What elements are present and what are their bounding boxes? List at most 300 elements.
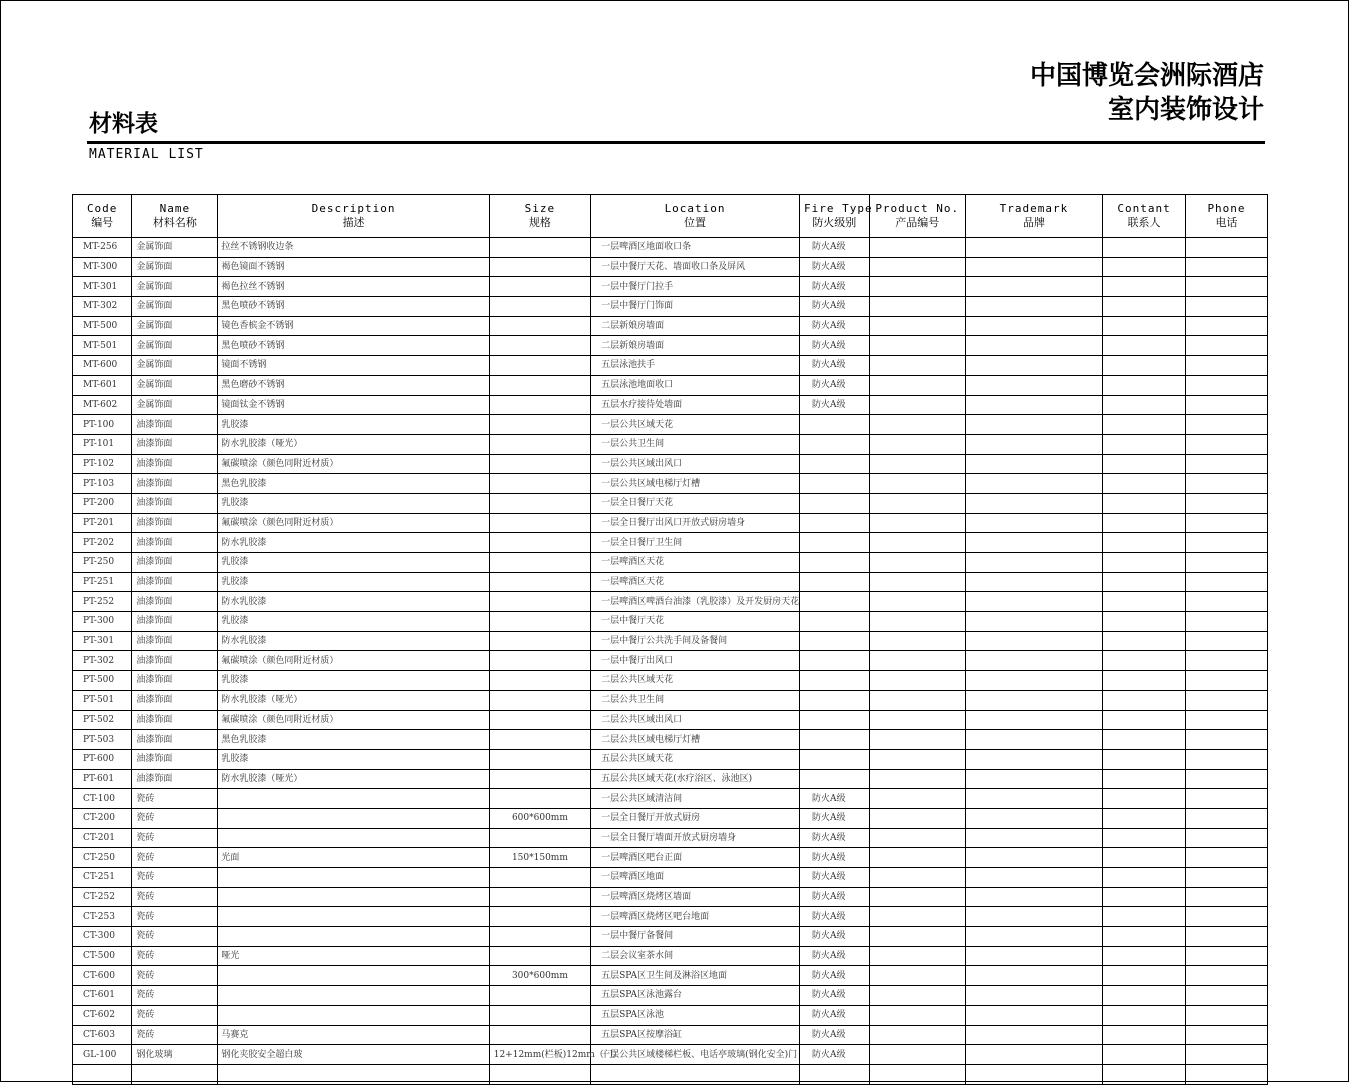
cell-name: 油漆饰面 — [132, 572, 218, 592]
cell-code: CT-500 — [73, 946, 132, 966]
cell-description: 褐色拉丝不锈钢 — [218, 277, 489, 297]
cell-location: 一层全日餐厅卫生间 — [591, 533, 800, 553]
cell-trademark — [965, 277, 1102, 297]
cell-name: 油漆饰面 — [132, 553, 218, 573]
cell-description: 乳胶漆 — [218, 572, 489, 592]
cell-size — [489, 592, 590, 612]
cell-fire-type: 防火A级 — [800, 848, 870, 868]
cell-code: PT-302 — [73, 651, 132, 671]
cell-location: 一层啤酒区天花 — [591, 553, 800, 573]
cell-phone — [1186, 946, 1268, 966]
cell-contact — [1103, 730, 1186, 750]
col-header-code: Code 编号 — [73, 195, 132, 238]
cell-name: 金属饰面 — [132, 297, 218, 317]
cell-trademark — [965, 612, 1102, 632]
cell-product-no — [869, 828, 965, 848]
cell-description — [218, 789, 489, 809]
cell-contact — [1103, 986, 1186, 1006]
cell-location: 一层啤酒区烧烤区墙面 — [591, 887, 800, 907]
table-row — [73, 690, 1268, 710]
cell-code: CT-200 — [73, 808, 132, 828]
cell-description: 钢化夹胶安全超白玻 — [218, 1045, 489, 1065]
table-row — [73, 887, 1268, 907]
cell-phone — [1186, 434, 1268, 454]
cell-phone — [1186, 730, 1268, 750]
cell-code: PT-601 — [73, 769, 132, 789]
cell-product-no — [869, 966, 965, 986]
table-row — [73, 474, 1268, 494]
table-row — [73, 730, 1268, 750]
cell-phone — [1186, 808, 1268, 828]
cell-name — [132, 1064, 218, 1084]
cell-phone — [1186, 375, 1268, 395]
cell-size — [489, 257, 590, 277]
table-row — [73, 710, 1268, 730]
cell-trademark — [965, 513, 1102, 533]
cell-size: 12+12mm(栏板)12mm（门） — [489, 1045, 590, 1065]
cell-contact — [1103, 434, 1186, 454]
col-header-contact: Contant 联系人 — [1103, 195, 1186, 238]
cell-product-no — [869, 238, 965, 258]
cell-size — [489, 946, 590, 966]
table-row — [73, 749, 1268, 769]
table-row — [73, 1005, 1268, 1025]
cell-name: 金属饰面 — [132, 257, 218, 277]
cell-description: 乳胶漆 — [218, 415, 489, 435]
cell-contact — [1103, 710, 1186, 730]
cell-name: 金属饰面 — [132, 356, 218, 376]
cell-contact — [1103, 356, 1186, 376]
table-row — [73, 868, 1268, 888]
cell-fire-type — [800, 612, 870, 632]
cell-contact — [1103, 474, 1186, 494]
cell-fire-type — [800, 553, 870, 573]
cell-description: 黑色乳胶漆 — [218, 730, 489, 750]
header-rule — [87, 141, 1265, 144]
table-row — [73, 533, 1268, 553]
cell-product-no — [869, 474, 965, 494]
cell-code: MT-600 — [73, 356, 132, 376]
cell-code: CT-253 — [73, 907, 132, 927]
cell-fire-type — [800, 572, 870, 592]
cell-size — [489, 887, 590, 907]
col-header-trademark: Trademark 品牌 — [965, 195, 1102, 238]
cell-name: 金属饰面 — [132, 395, 218, 415]
cell-contact — [1103, 316, 1186, 336]
cell-phone — [1186, 1045, 1268, 1065]
cell-trademark — [965, 493, 1102, 513]
col-header-location: Location 位置 — [591, 195, 800, 238]
cell-contact — [1103, 789, 1186, 809]
cell-description: 氟碳喷涂（颜色同附近材质） — [218, 513, 489, 533]
cell-code: MT-256 — [73, 238, 132, 258]
cell-code: CT-100 — [73, 789, 132, 809]
cell-phone — [1186, 513, 1268, 533]
cell-location: 二层公共区域电梯厅灯槽 — [591, 730, 800, 750]
cell-size — [489, 710, 590, 730]
cell-phone — [1186, 277, 1268, 297]
cell-description: 氟碳喷涂（颜色同附近材质） — [218, 454, 489, 474]
cell-location: 一层公共卫生间 — [591, 434, 800, 454]
table-row — [73, 297, 1268, 317]
cell-contact — [1103, 651, 1186, 671]
cell-name: 瓷砖 — [132, 808, 218, 828]
cell-fire-type: 防火A级 — [800, 375, 870, 395]
cell-product-no — [869, 454, 965, 474]
cell-trademark — [965, 1025, 1102, 1045]
cell-description: 防水乳胶漆（哑光） — [218, 434, 489, 454]
table-row — [73, 986, 1268, 1006]
table-row — [73, 927, 1268, 947]
cell-size — [489, 316, 590, 336]
cell-size — [489, 533, 590, 553]
table-row — [73, 454, 1268, 474]
cell-description: 黑色喷砂不锈钢 — [218, 336, 489, 356]
cell-trademark — [965, 1005, 1102, 1025]
cell-name: 瓷砖 — [132, 868, 218, 888]
cell-code: PT-201 — [73, 513, 132, 533]
cell-fire-type: 防火A级 — [800, 868, 870, 888]
cell-location: 二层公共区域出风口 — [591, 710, 800, 730]
cell-contact — [1103, 927, 1186, 947]
cell-size — [489, 828, 590, 848]
cell-product-no — [869, 868, 965, 888]
cell-name: 金属饰面 — [132, 316, 218, 336]
cell-code: PT-301 — [73, 631, 132, 651]
cell-trademark — [965, 297, 1102, 317]
cell-product-no — [869, 749, 965, 769]
cell-location: 五层公共区域天花 — [591, 749, 800, 769]
cell-description: 防水乳胶漆 — [218, 631, 489, 651]
sheet-title: 材料表 — [89, 110, 158, 137]
cell-trademark — [965, 592, 1102, 612]
cell-fire-type: 防火A级 — [800, 907, 870, 927]
cell-code: CT-201 — [73, 828, 132, 848]
cell-product-no — [869, 1005, 965, 1025]
cell-product-no — [869, 927, 965, 947]
table-row — [73, 553, 1268, 573]
cell-product-no — [869, 612, 965, 632]
cell-location: 一层啤酒区天花 — [591, 572, 800, 592]
cell-code: PT-252 — [73, 592, 132, 612]
cell-product-no — [869, 710, 965, 730]
cell-phone — [1186, 769, 1268, 789]
cell-contact — [1103, 1064, 1186, 1084]
table-row — [73, 828, 1268, 848]
cell-description: 黑色磨砂不锈钢 — [218, 375, 489, 395]
cell-location: 五层SPA区卫生间及淋浴区地面 — [591, 966, 800, 986]
cell-product-no — [869, 907, 965, 927]
cell-product-no — [869, 415, 965, 435]
cell-code: PT-100 — [73, 415, 132, 435]
cell-size — [489, 513, 590, 533]
cell-fire-type — [800, 415, 870, 435]
cell-description — [218, 927, 489, 947]
cell-name: 瓷砖 — [132, 907, 218, 927]
cell-contact — [1103, 966, 1186, 986]
cell-location: 五层SPA区泳池露台 — [591, 986, 800, 1006]
cell-name: 油漆饰面 — [132, 533, 218, 553]
cell-phone — [1186, 631, 1268, 651]
table-row — [73, 671, 1268, 691]
cell-fire-type — [800, 690, 870, 710]
cell-fire-type: 防火A级 — [800, 395, 870, 415]
table-row — [73, 415, 1268, 435]
cell-description: 拉丝不锈钢收边条 — [218, 238, 489, 258]
cell-phone — [1186, 651, 1268, 671]
cell-description: 马赛克 — [218, 1025, 489, 1045]
cell-product-no — [869, 395, 965, 415]
cell-product-no — [869, 1025, 965, 1045]
cell-contact — [1103, 848, 1186, 868]
cell-fire-type: 防火A级 — [800, 927, 870, 947]
cell-contact — [1103, 907, 1186, 927]
cell-code: PT-202 — [73, 533, 132, 553]
cell-trademark — [965, 395, 1102, 415]
cell-name: 瓷砖 — [132, 927, 218, 947]
cell-product-no — [869, 277, 965, 297]
cell-description: 黑色喷砂不锈钢 — [218, 297, 489, 317]
cell-phone — [1186, 690, 1268, 710]
cell-phone — [1186, 356, 1268, 376]
cell-description: 乳胶漆 — [218, 493, 489, 513]
cell-code: PT-250 — [73, 553, 132, 573]
cell-trademark — [965, 907, 1102, 927]
cell-name: 油漆饰面 — [132, 671, 218, 691]
table-row — [73, 336, 1268, 356]
cell-contact — [1103, 336, 1186, 356]
cell-size — [489, 907, 590, 927]
cell-location: 一层啤酒区烧烤区吧台地面 — [591, 907, 800, 927]
table-row — [73, 1045, 1268, 1065]
cell-product-no — [869, 887, 965, 907]
cell-phone — [1186, 572, 1268, 592]
cell-trademark — [965, 946, 1102, 966]
cell-contact — [1103, 1025, 1186, 1045]
table-row — [73, 356, 1268, 376]
table-row — [73, 572, 1268, 592]
cell-phone — [1186, 533, 1268, 553]
cell-fire-type: 防火A级 — [800, 828, 870, 848]
table-row — [73, 277, 1268, 297]
cell-code: GL-100 — [73, 1045, 132, 1065]
cell-description: 褐色镜面不锈钢 — [218, 257, 489, 277]
cell-size — [489, 336, 590, 356]
cell-name: 油漆饰面 — [132, 474, 218, 494]
table-row — [73, 966, 1268, 986]
cell-trademark — [965, 454, 1102, 474]
cell-location: 一层中餐厅门拉手 — [591, 277, 800, 297]
cell-location: 二层新娘房墙面 — [591, 336, 800, 356]
table-row — [73, 631, 1268, 651]
cell-size — [489, 690, 590, 710]
cell-name: 油漆饰面 — [132, 651, 218, 671]
table-row — [73, 651, 1268, 671]
cell-code: MT-500 — [73, 316, 132, 336]
cell-size — [489, 553, 590, 573]
cell-product-no — [869, 356, 965, 376]
cell-fire-type: 防火A级 — [800, 986, 870, 1006]
cell-description: 镜面钛金不锈钢 — [218, 395, 489, 415]
cell-product-no — [869, 572, 965, 592]
cell-code: PT-500 — [73, 671, 132, 691]
cell-contact — [1103, 277, 1186, 297]
cell-trademark — [965, 927, 1102, 947]
cell-code: PT-200 — [73, 493, 132, 513]
cell-fire-type: 防火A级 — [800, 277, 870, 297]
col-header-name: Name 材料名称 — [132, 195, 218, 238]
cell-phone — [1186, 749, 1268, 769]
cell-fire-type — [800, 671, 870, 691]
cell-trademark — [965, 769, 1102, 789]
col-header-fire-type: Fire Type 防火级别 — [800, 195, 870, 238]
cell-name: 油漆饰面 — [132, 710, 218, 730]
cell-description — [218, 1064, 489, 1084]
cell-fire-type — [800, 493, 870, 513]
cell-phone — [1186, 493, 1268, 513]
cell-phone — [1186, 848, 1268, 868]
cell-trademark — [965, 533, 1102, 553]
cell-description — [218, 887, 489, 907]
cell-contact — [1103, 415, 1186, 435]
cell-trademark — [965, 710, 1102, 730]
cell-trademark — [965, 1045, 1102, 1065]
cell-fire-type — [800, 1064, 870, 1084]
cell-trademark — [965, 572, 1102, 592]
cell-name: 钢化玻璃 — [132, 1045, 218, 1065]
cell-phone — [1186, 474, 1268, 494]
cell-size — [489, 297, 590, 317]
cell-location: 一层公共区域电梯厅灯槽 — [591, 474, 800, 494]
cell-fire-type — [800, 474, 870, 494]
cell-location: 二层会议室茶水间 — [591, 946, 800, 966]
cell-code: CT-602 — [73, 1005, 132, 1025]
cell-name: 瓷砖 — [132, 1005, 218, 1025]
cell-fire-type: 防火A级 — [800, 257, 870, 277]
cell-size — [489, 927, 590, 947]
cell-phone — [1186, 1025, 1268, 1045]
cell-description: 乳胶漆 — [218, 749, 489, 769]
cell-description — [218, 828, 489, 848]
cell-size — [489, 1025, 590, 1045]
cell-description: 防水乳胶漆（哑光） — [218, 690, 489, 710]
cell-trademark — [965, 1064, 1102, 1084]
cell-name: 瓷砖 — [132, 966, 218, 986]
cell-fire-type — [800, 533, 870, 553]
cell-trademark — [965, 789, 1102, 809]
cell-name: 油漆饰面 — [132, 690, 218, 710]
cell-description: 哑光 — [218, 946, 489, 966]
cell-name: 油漆饰面 — [132, 493, 218, 513]
cell-location: 二层公共卫生间 — [591, 690, 800, 710]
cell-phone — [1186, 887, 1268, 907]
cell-trademark — [965, 631, 1102, 651]
table-header-row — [73, 195, 1268, 238]
cell-product-no — [869, 257, 965, 277]
cell-description: 镜色香槟金不锈钢 — [218, 316, 489, 336]
cell-location: 一层公共区域清洁间 — [591, 789, 800, 809]
table-row — [73, 907, 1268, 927]
cell-contact — [1103, 592, 1186, 612]
cell-location: 一层全日餐厅出风口开放式厨房墙身 — [591, 513, 800, 533]
table-row — [73, 808, 1268, 828]
cell-trademark — [965, 257, 1102, 277]
cell-fire-type — [800, 454, 870, 474]
cell-contact — [1103, 375, 1186, 395]
project-line-2: 室内装饰设计 — [1107, 95, 1264, 125]
cell-code: PT-101 — [73, 434, 132, 454]
cell-contact — [1103, 533, 1186, 553]
cell-phone — [1186, 336, 1268, 356]
cell-code: PT-300 — [73, 612, 132, 632]
cell-code: PT-600 — [73, 749, 132, 769]
cell-product-no — [869, 592, 965, 612]
cell-product-no — [869, 789, 965, 809]
cell-name: 油漆饰面 — [132, 415, 218, 435]
cell-phone — [1186, 297, 1268, 317]
cell-location: 五层公共区域天花(水疗浴区、泳池区) — [591, 769, 800, 789]
cell-location: 五层泳池地面收口 — [591, 375, 800, 395]
cell-name: 油漆饰面 — [132, 730, 218, 750]
cell-fire-type: 防火A级 — [800, 1045, 870, 1065]
cell-product-no — [869, 651, 965, 671]
col-header-size: Size 规格 — [489, 195, 590, 238]
cell-code: MT-601 — [73, 375, 132, 395]
cell-contact — [1103, 238, 1186, 258]
cell-name: 油漆饰面 — [132, 612, 218, 632]
cell-phone — [1186, 986, 1268, 1006]
cell-location: 二层新娘房墙面 — [591, 316, 800, 336]
cell-product-no — [869, 946, 965, 966]
cell-name: 油漆饰面 — [132, 592, 218, 612]
cell-size — [489, 434, 590, 454]
cell-size: 300*600mm — [489, 966, 590, 986]
cell-size — [489, 415, 590, 435]
cell-size — [489, 868, 590, 888]
cell-size: 600*600mm — [489, 808, 590, 828]
cell-location: 五层泳池扶手 — [591, 356, 800, 376]
cell-code: MT-301 — [73, 277, 132, 297]
cell-location — [591, 1064, 800, 1084]
cell-trademark — [965, 474, 1102, 494]
cell-trademark — [965, 671, 1102, 691]
cell-trademark — [965, 828, 1102, 848]
cell-name: 油漆饰面 — [132, 434, 218, 454]
cell-trademark — [965, 316, 1102, 336]
cell-phone — [1186, 553, 1268, 573]
cell-contact — [1103, 690, 1186, 710]
cell-code: CT-601 — [73, 986, 132, 1006]
cell-name: 瓷砖 — [132, 848, 218, 868]
cell-fire-type: 防火A级 — [800, 789, 870, 809]
cell-contact — [1103, 395, 1186, 415]
cell-size — [489, 749, 590, 769]
cell-fire-type — [800, 749, 870, 769]
cell-size — [489, 474, 590, 494]
cell-description: 乳胶漆 — [218, 553, 489, 573]
cell-product-no — [869, 1045, 965, 1065]
cell-location: 一层中餐厅出风口 — [591, 651, 800, 671]
cell-product-no — [869, 671, 965, 691]
cell-product-no — [869, 631, 965, 651]
cell-trademark — [965, 730, 1102, 750]
cell-location: 一层啤酒区地面 — [591, 868, 800, 888]
cell-description: 镜面不锈钢 — [218, 356, 489, 376]
cell-fire-type — [800, 651, 870, 671]
cell-location: 一层中餐厅天花 — [591, 612, 800, 632]
cell-code: PT-503 — [73, 730, 132, 750]
cell-fire-type: 防火A级 — [800, 1005, 870, 1025]
